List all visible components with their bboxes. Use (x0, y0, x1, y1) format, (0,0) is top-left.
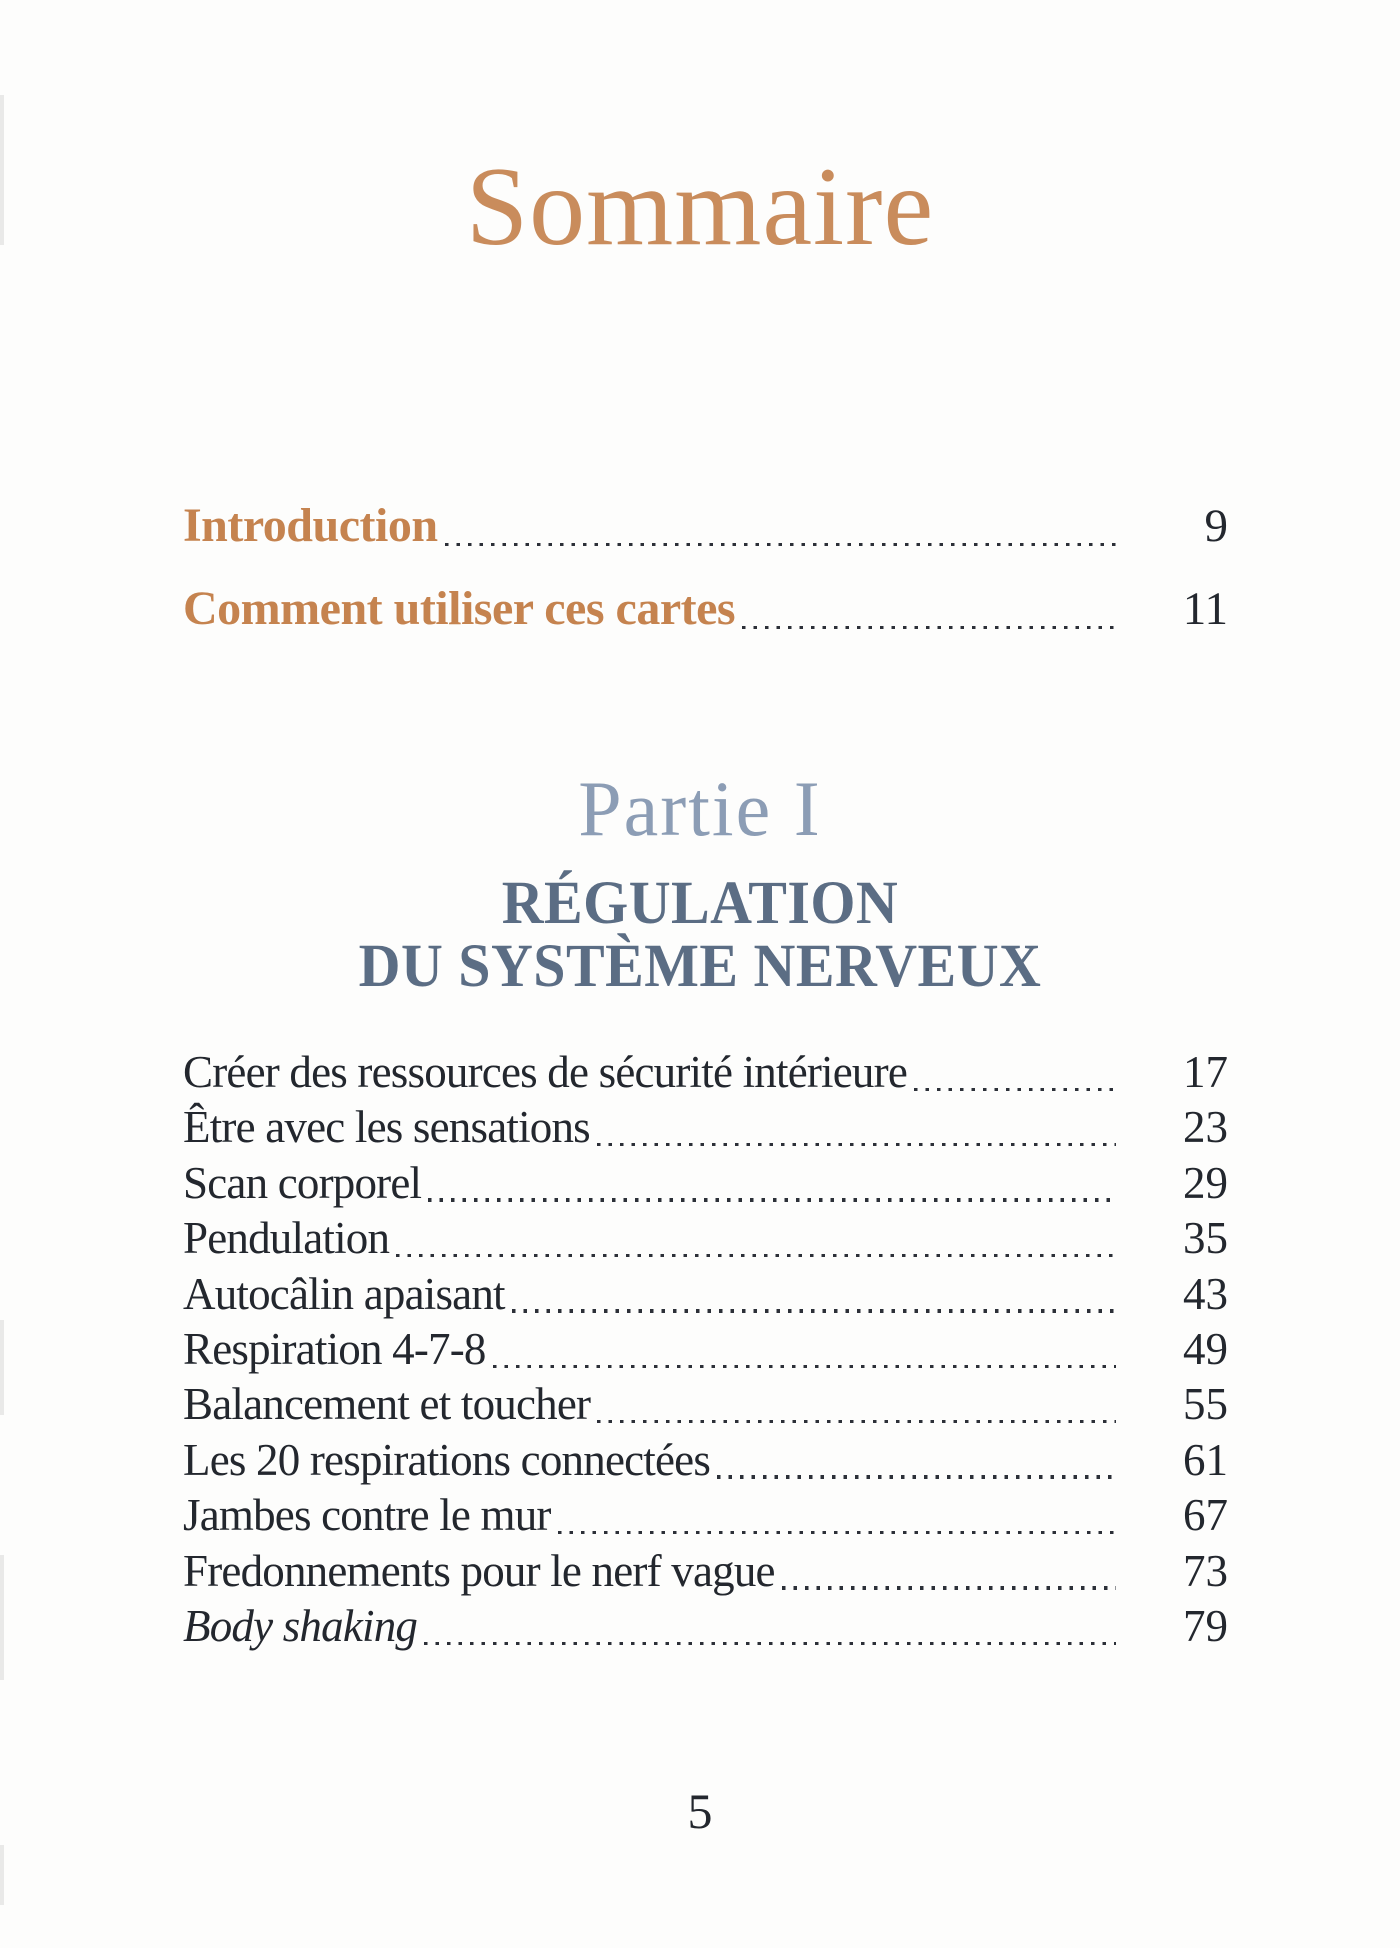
toc-row (183, 1600, 1228, 1655)
toc-row (183, 581, 1228, 664)
dot-leader (710, 1434, 1128, 1486)
scan-artifact (0, 1555, 4, 1680)
toc-row-label: Créer des ressources de sécurité intérieure (183, 1047, 907, 1097)
dot-leader (421, 1157, 1128, 1209)
toc-row-label: Respiration 4-7-8 (183, 1323, 486, 1374)
toc-row (183, 1434, 1228, 1489)
part-kicker: Partie I (578, 765, 822, 852)
toc-row (183, 1323, 1228, 1378)
toc-row-label: Les 20 respirations connectées (183, 1434, 711, 1485)
toc-row (183, 1046, 1228, 1101)
front-matter-list (183, 498, 1228, 664)
toc-row (183, 1268, 1228, 1323)
toc-row-label: Fredonnements pour le nerf vague (183, 1545, 775, 1596)
toc-row-page-number: 9 (1204, 500, 1228, 552)
toc-row-page-number: 73 (1183, 1545, 1228, 1596)
toc-row-label: Comment utiliser ces cartes (183, 582, 736, 635)
scan-artifact (0, 1320, 4, 1415)
part-title-line1: RÉGULATION (501, 870, 899, 937)
toc-row (183, 1378, 1228, 1433)
toc-row-page-number: 17 (1183, 1047, 1228, 1097)
toc-row-page-number: 29 (1183, 1157, 1228, 1208)
part-heading (0, 765, 1400, 1001)
toc-row-label: Autocâlin apaisant (183, 1268, 505, 1319)
toc-row-page-number: 23 (1183, 1102, 1228, 1153)
part-title-line2: DU SYSTÈME NERVEUX (358, 933, 1042, 1001)
toc-row (183, 1101, 1228, 1156)
dot-leader (551, 1489, 1128, 1541)
toc-row-label: Jambes contre le mur (183, 1490, 551, 1541)
toc-entry-list (183, 1046, 1228, 1655)
dot-leader (389, 1212, 1128, 1264)
dot-leader (438, 498, 1128, 553)
toc-row-page-number: 79 (1183, 1600, 1228, 1651)
toc-row-page-number: 11 (1182, 583, 1228, 635)
toc-row (183, 1212, 1228, 1267)
dot-leader (735, 581, 1128, 636)
toc-row-label: Body shaking (183, 1600, 418, 1651)
dot-leader (486, 1323, 1128, 1375)
part-title (35, 872, 1365, 999)
toc-row-page-number: 49 (1183, 1323, 1228, 1374)
toc-row (183, 1157, 1228, 1212)
dot-leader (417, 1600, 1128, 1652)
toc-row (183, 1545, 1228, 1600)
toc-row-label: Balancement et toucher (183, 1379, 591, 1430)
toc-row-label: Être avec les sensations (183, 1102, 590, 1153)
toc-row-page-number: 35 (1183, 1213, 1228, 1264)
toc-row-page-number: 43 (1183, 1268, 1228, 1319)
dot-leader (907, 1046, 1128, 1098)
dot-leader (590, 1378, 1128, 1430)
toc-row-label: Introduction (183, 499, 438, 552)
dot-leader (505, 1268, 1128, 1320)
dot-leader (590, 1101, 1128, 1153)
toc-row-page-number: 55 (1183, 1379, 1228, 1430)
toc-row (183, 498, 1228, 581)
dot-leader (775, 1545, 1128, 1597)
toc-row (183, 1489, 1228, 1544)
toc-row-label: Scan corporel (183, 1157, 422, 1208)
toc-row-label: Pendulation (183, 1213, 390, 1264)
toc-row-page-number: 61 (1183, 1434, 1228, 1485)
page-title: Sommaire (465, 145, 935, 269)
folio-page-number: 5 (687, 1783, 713, 1839)
toc-row-page-number: 67 (1183, 1490, 1228, 1541)
scan-artifact (0, 1845, 4, 1905)
